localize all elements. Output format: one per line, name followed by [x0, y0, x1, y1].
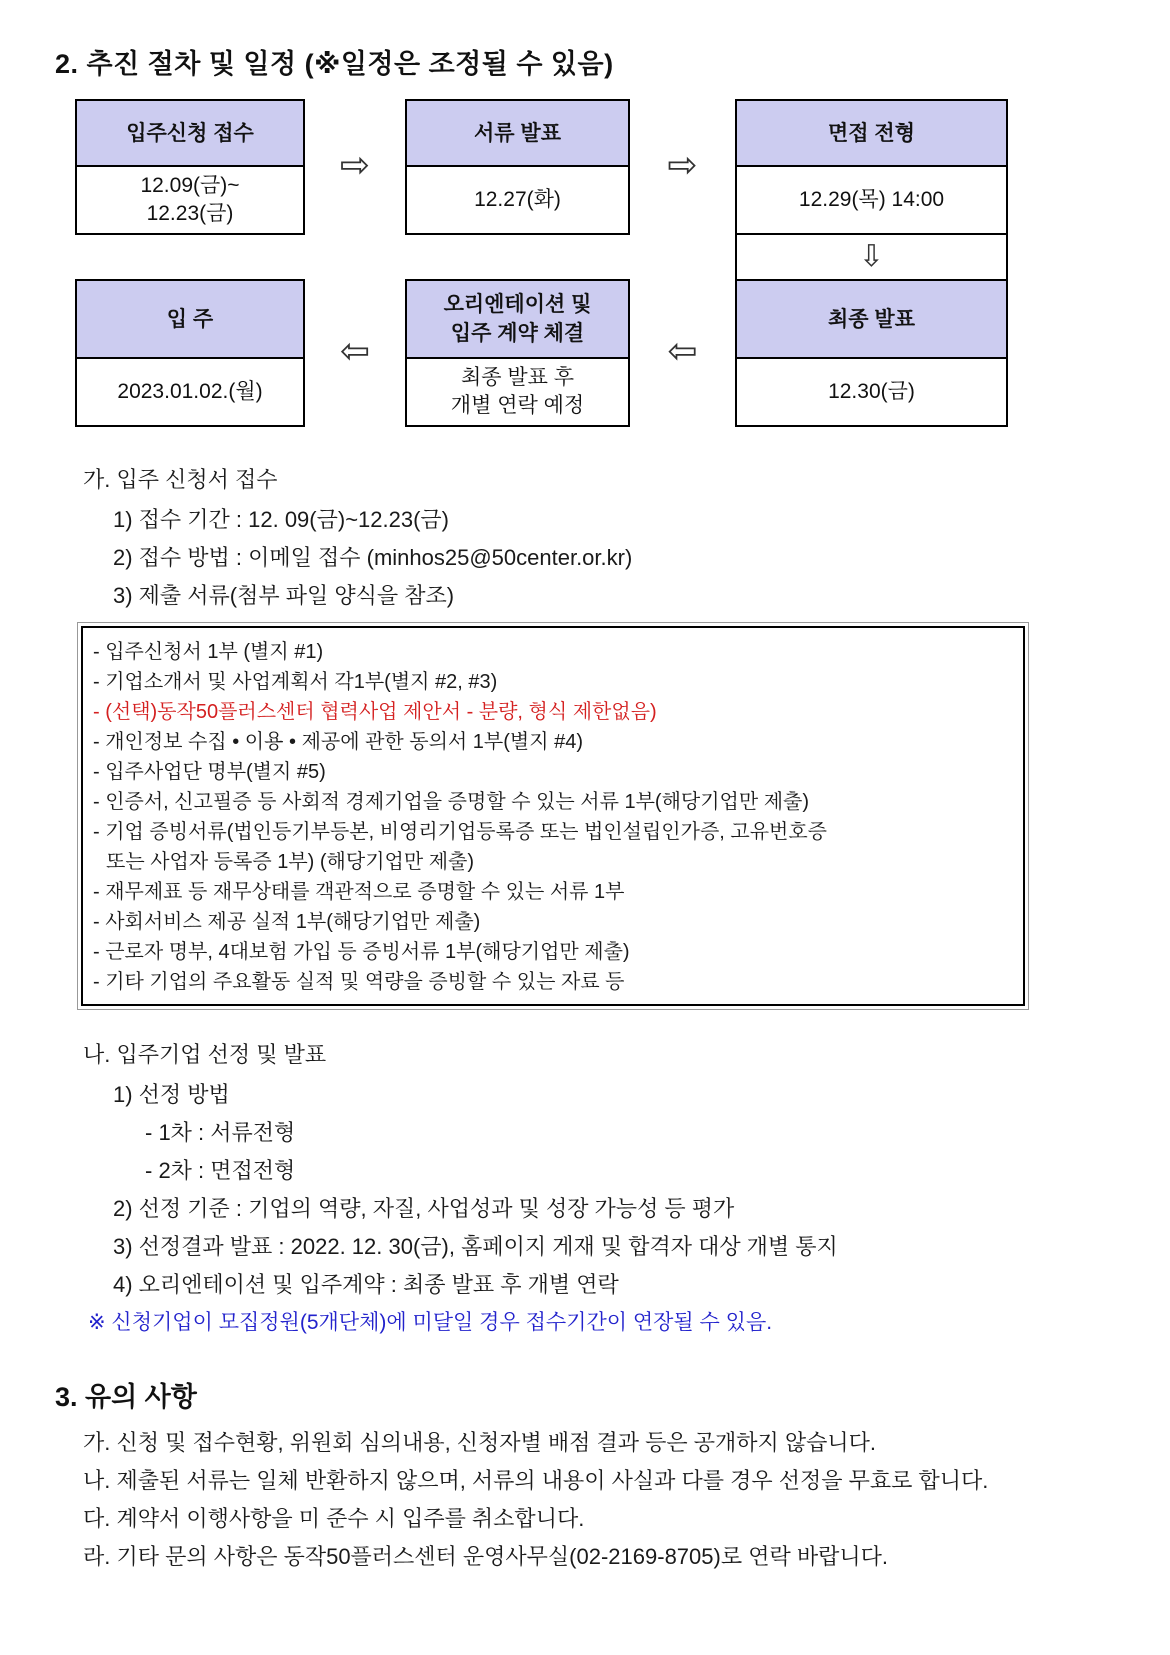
list-item: - 1차 : 서류전형 [145, 1120, 296, 1145]
flow-box-final-result-date [737, 359, 1006, 425]
flow-box-interview-title: 면접 전형 [737, 101, 1006, 167]
flow-box-orientation [405, 279, 630, 427]
flow-box-final-result [735, 279, 1008, 427]
list-item: 1) 선정 방법 [113, 1082, 230, 1107]
caution-item: 라. 기타 문의 사항은 동작50플러스센터 운영사무실(02-2169-8705)로 연락 바랍니다. [83, 1544, 888, 1569]
page-title: 2. 추진 절차 및 일정 (※일정은 조정될 수 있음) [55, 49, 614, 79]
doc-item: - 개인정보 수집 • 이용 • 제공에 관한 동의서 1부(별지 #4) [93, 731, 583, 753]
doc-item: - 기업소개서 및 사업계획서 각1부(별지 #2, #3) [93, 671, 498, 693]
schedule-flowchart [75, 99, 1135, 427]
doc-item: - 인증서, 신고필증 등 사회적 경제기업을 증명할 수 있는 서류 1부(해당기업만 제출) [93, 791, 810, 813]
flow-connector [735, 235, 1008, 279]
note-line: 개별 연락 예정 [450, 394, 585, 417]
caution-item: 가. 신청 및 접수현황, 위원회 심의내용, 신청자별 배점 결과 등은 공개하지 않습니다. [83, 1430, 877, 1455]
flow-box-move-in [75, 279, 305, 427]
flow-box-document-result [405, 99, 630, 235]
note-line: 최종 발표 후 [460, 366, 575, 389]
list-item: 3) 제출 서류(첨부 파일 양식을 참조) [113, 583, 455, 608]
left-arrow-icon: ⇦ [339, 330, 371, 371]
flow-box-application-dates [77, 167, 303, 233]
title-line: 오리엔테이션 및 [443, 293, 592, 316]
flow-box-interview-date [737, 167, 1006, 233]
section-cautions-heading: 3. 유의 사항 [55, 1382, 197, 1412]
section-cautions [55, 1375, 1135, 1569]
doc-item: - 기타 기업의 주요활동 실적 및 역량을 증빙할 수 있는 자료 등 [93, 971, 625, 993]
spacer [305, 235, 405, 279]
list-item: - 2차 : 면접전형 [145, 1158, 296, 1183]
list-item: 2) 선정 기준 : 기업의 역량, 자질, 사업성과 및 성장 가능성 등 평가 [113, 1196, 735, 1221]
doc-item-optional-proposal: - (선택)동작50플러스센터 협력사업 제안서 - 분량, 형식 제한없음) [93, 701, 657, 723]
title-line: 입주 계약 체결 [450, 322, 585, 345]
doc-item: - 입주신청서 1부 (별지 #1) [93, 641, 324, 663]
date-line: 12.29(목) 14:00 [798, 188, 945, 211]
flow-box-interview [735, 99, 1008, 235]
list-item: 2) 접수 방법 : 이메일 접수 (minhos25@50center.or.kr) [113, 545, 633, 570]
caution-item: 다. 계약서 이행사항을 미 준수 시 입주를 취소합니다. [83, 1506, 585, 1531]
doc-item: - 근로자 명부, 4대보험 가입 등 증빙서류 1부(해당기업만 제출) [93, 941, 630, 963]
list-item: 4) 오리엔테이션 및 입주계약 : 최종 발표 후 개별 연락 [113, 1272, 619, 1297]
title-line: 입 주 [166, 307, 214, 331]
doc-item: - 입주사업단 명부(별지 #5) [93, 761, 326, 783]
submission-docs-box [77, 622, 1029, 1010]
flow-box-move-in-title [77, 281, 303, 359]
date-line: 2023.01.02.(월) [117, 380, 263, 403]
flow-box-orientation-note [407, 359, 628, 425]
section-selection-heading: 나. 입주기업 선정 및 발표 [83, 1042, 327, 1067]
right-arrow-icon: ⇨ [667, 144, 698, 185]
doc-item-continuation: 또는 사업자 등록증 1부) (해당기업만 제출) [106, 851, 475, 873]
doc-item: - 사회서비스 제공 실적 1부(해당기업만 제출) [93, 911, 481, 933]
spacer [75, 235, 305, 279]
submission-docs-list [81, 626, 1025, 1006]
date-line: 12.09(금)~ [140, 174, 240, 197]
spacer [405, 235, 630, 279]
doc-item: - 기업 증빙서류(법인등기부등본, 비영리기업등록증 또는 법인설립인가증, 고유번호증 [93, 821, 827, 843]
down-arrow-icon: ⇩ [858, 240, 885, 273]
flow-box-document-result-date [407, 167, 628, 233]
date-line: 12.23(금) [146, 202, 234, 225]
section-selection [55, 1038, 1135, 1335]
list-item: 1) 접수 기간 : 12. 09(금)~12.23(금) [113, 507, 450, 532]
list-item: 3) 선정결과 발표 : 2022. 12. 30(금), 홈페이지 게재 및 합격자 대상 개별 통지 [113, 1234, 838, 1259]
flow-box-application [75, 99, 305, 235]
flow-box-orientation-title [407, 281, 628, 359]
left-arrow-icon: ⇦ [667, 330, 698, 371]
flow-box-document-result-title: 서류 발표 [407, 101, 628, 167]
spacer [630, 235, 735, 279]
flow-box-move-in-date [77, 359, 303, 425]
section-application-heading: 가. 입주 신청서 접수 [83, 467, 278, 492]
title-line: 최종 발표 [828, 307, 915, 331]
right-arrow-icon: ⇨ [339, 144, 371, 185]
extension-note: ※ 신청기업이 모집정원(5개단체)에 미달일 경우 접수기간이 연장될 수 있음. [88, 1311, 773, 1334]
section-application [55, 463, 1135, 608]
flow-box-application-title: 입주신청 접수 [77, 101, 303, 167]
flow-box-final-result-title [737, 281, 1006, 359]
date-line: 12.27(화) [474, 188, 561, 211]
caution-item: 나. 제출된 서류는 일체 반환하지 않으며, 서류의 내용이 사실과 다를 경우 선정을 무효로 합니다. [83, 1468, 989, 1493]
doc-item: - 재무제표 등 재무상태를 객관적으로 증명할 수 있는 서류 1부 [93, 881, 625, 903]
date-line: 12.30(금) [828, 380, 915, 403]
